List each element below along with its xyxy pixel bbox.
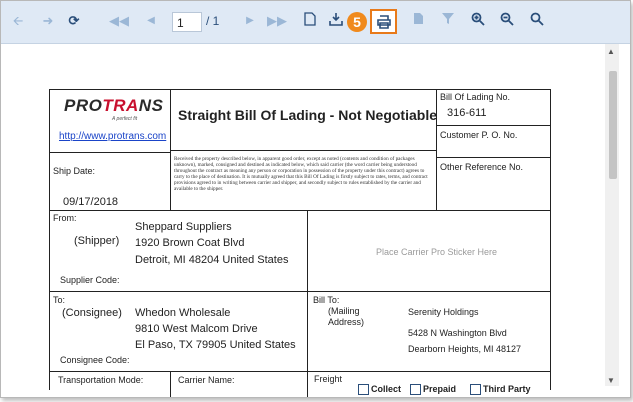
- other-reference-label: Other Reference No.: [440, 162, 524, 172]
- legal-terms: Received the property described below, in apparent good order, except as noted (contents and condition of packages unknown), marked, consigned and destined as indicated below, which said carrier (the word carrier being understood throughout the contract as meaning any person or corporation in possession of the property under this contract) agrees to carry to the place of destination. It is mutually agreed that this Bill Of Lading is firstly subject to rates, terms, and contract provisions agreed to in writing between carrier and shipper, and secondly subject to rules established by the carrier and available to the shipper.: [174, 156, 428, 192]
- protrans-logo: PROTRANS: [64, 96, 164, 115]
- divider: [170, 371, 171, 397]
- consignee-label: (Consignee): [62, 307, 122, 319]
- bill-to-address-line2: Dearborn Heights, MI 48127: [408, 344, 522, 354]
- bol-label: Bill Of Lading No.: [440, 92, 511, 102]
- page-number-input[interactable]: 1: [172, 12, 202, 32]
- first-page-icon[interactable]: ◀◀: [109, 13, 129, 28]
- next-page-icon[interactable]: ▶: [246, 15, 254, 26]
- bill-to-name: Serenity Holdings: [408, 307, 479, 317]
- prev-page-icon[interactable]: ◀: [147, 15, 155, 26]
- consignee-name: Whedon Wholesale: [135, 307, 231, 319]
- logo-tagline: A perfect fit: [112, 116, 138, 122]
- bill-to-address-line1: 5428 N Washington Blvd: [408, 328, 507, 338]
- divider: [307, 210, 308, 291]
- last-page-icon[interactable]: ▶▶: [267, 13, 287, 28]
- toolbar: [1, 1, 630, 44]
- refresh-icon[interactable]: ⟳: [68, 13, 80, 28]
- shipper-label: (Shipper): [74, 235, 120, 247]
- export-icon[interactable]: [327, 12, 345, 30]
- scrollbar-thumb[interactable]: [609, 71, 617, 179]
- page-count: / 1: [206, 14, 220, 28]
- divider: [436, 157, 550, 158]
- zoom-out-icon[interactable]: [498, 12, 516, 30]
- prepaid-checkbox[interactable]: Prepaid: [410, 384, 456, 395]
- back-arrow-icon[interactable]: 🡨: [12, 13, 24, 28]
- supplier-code-label: Supplier Code:: [60, 275, 120, 285]
- scroll-up-icon[interactable]: ▲: [607, 47, 615, 56]
- bill-to-address-word: Address): [328, 317, 365, 327]
- print-button[interactable]: [370, 9, 397, 34]
- third-party-checkbox[interactable]: Third Party: [470, 384, 531, 395]
- divider: [50, 291, 550, 292]
- search-icon[interactable]: [528, 12, 546, 30]
- divider: [50, 152, 170, 153]
- document-title: Straight Bill Of Lading - Not Negotiable: [178, 107, 437, 123]
- divider: [436, 125, 550, 126]
- bill-of-lading-page: [49, 89, 551, 394]
- ship-date-label: Ship Date:: [53, 166, 96, 176]
- zoom-in-icon[interactable]: [469, 12, 487, 30]
- ship-date-value: 09/17/2018: [63, 196, 119, 208]
- to-label: To:: [53, 295, 66, 305]
- divider: [50, 210, 550, 211]
- consignee-code-label: Consignee Code:: [60, 355, 130, 365]
- scroll-down-icon[interactable]: ▼: [607, 376, 615, 385]
- transportation-mode-label: Transportation Mode:: [58, 375, 144, 385]
- divider: [307, 291, 308, 371]
- from-label: From:: [53, 213, 77, 223]
- collect-checkbox[interactable]: Collect: [358, 384, 401, 395]
- document-viewer[interactable]: [1, 44, 615, 397]
- bill-to-label: Bill To:: [313, 295, 340, 305]
- divider: [307, 371, 308, 397]
- shipper-name: Sheppard Suppliers: [135, 221, 232, 233]
- divider: [50, 371, 550, 372]
- divider: [170, 150, 436, 151]
- freight-label: Freight: [314, 374, 343, 384]
- page-icon[interactable]: [409, 12, 427, 30]
- consignee-address-line2: El Paso, TX 79905 United States: [135, 339, 296, 351]
- document-icon[interactable]: [301, 12, 319, 30]
- carrier-name-label: Carrier Name:: [178, 375, 235, 385]
- customer-po-label: Customer P. O. No.: [440, 130, 518, 140]
- bill-to-mailing: (Mailing: [328, 306, 360, 316]
- shipper-address-line1: 1920 Brown Coat Blvd: [135, 237, 245, 249]
- website-link[interactable]: http://www.protrans.com: [59, 131, 167, 142]
- shipper-address-line2: Detroit, MI 48204 United States: [135, 254, 289, 266]
- bol-value: 316-611: [447, 107, 487, 119]
- consignee-address-line1: 9810 West Malcom Drive: [135, 323, 258, 335]
- forward-arrow-icon[interactable]: ➜: [42, 13, 54, 28]
- print-icon: [377, 15, 391, 29]
- carrier-sticker-placeholder: Place Carrier Pro Sticker Here: [376, 247, 498, 257]
- filter-icon[interactable]: [439, 12, 457, 30]
- step-badge: 5: [347, 12, 367, 32]
